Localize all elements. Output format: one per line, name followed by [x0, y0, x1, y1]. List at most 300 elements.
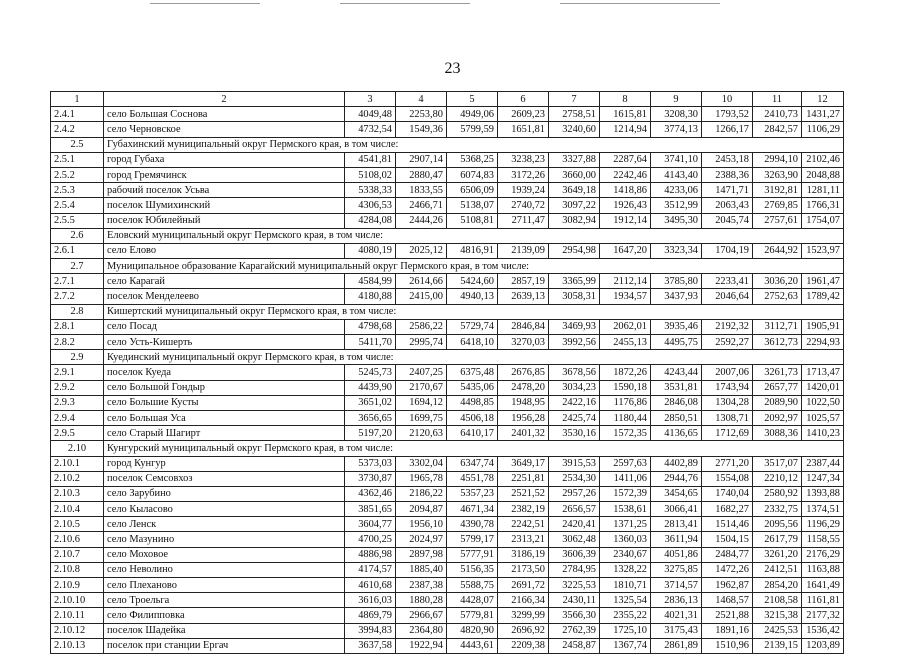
value-cell: 4816,91: [447, 243, 498, 258]
settlement-name: село Посад: [104, 319, 345, 334]
value-cell: 2210,12: [753, 471, 802, 486]
group-row: [51, 304, 844, 319]
value-cell: 5424,60: [447, 274, 498, 289]
value-cell: 1572,39: [600, 486, 651, 501]
value-cell: 1304,28: [702, 395, 753, 410]
table-row: [51, 243, 844, 258]
column-header: 4: [396, 92, 447, 107]
value-cell: 2062,01: [600, 319, 651, 334]
tariff-table: [50, 91, 844, 654]
group-row: [51, 441, 844, 456]
value-cell: 2521,52: [498, 486, 549, 501]
value-cell: 3649,17: [498, 456, 549, 471]
value-cell: 1948,95: [498, 395, 549, 410]
value-cell: 3785,80: [651, 274, 702, 289]
value-cell: 2857,19: [498, 274, 549, 289]
value-cell: 3088,36: [753, 426, 802, 441]
table-row: [51, 365, 844, 380]
value-cell: 3299,99: [498, 608, 549, 623]
settlement-name: село Неволино: [104, 562, 345, 577]
group-row: [51, 259, 844, 274]
value-cell: 2861,89: [651, 638, 702, 653]
value-cell: 1647,20: [600, 243, 651, 258]
table-row: [51, 426, 844, 441]
value-cell: 2696,92: [498, 623, 549, 638]
value-cell: 3994,83: [345, 623, 396, 638]
value-cell: 6506,09: [447, 183, 498, 198]
value-cell: 3240,60: [549, 122, 600, 137]
value-cell: 3678,56: [549, 365, 600, 380]
value-cell: 2484,77: [702, 547, 753, 562]
value-cell: 2410,73: [753, 107, 802, 122]
value-cell: 2364,80: [396, 623, 447, 638]
value-cell: 2092,97: [753, 410, 802, 425]
value-cell: 1374,51: [802, 502, 844, 517]
row-code: 2.10.10: [51, 593, 104, 608]
value-cell: 3604,77: [345, 517, 396, 532]
value-cell: 3263,90: [753, 167, 802, 182]
value-cell: 2387,38: [396, 578, 447, 593]
column-header: 1: [51, 92, 104, 107]
value-cell: 5373,03: [345, 456, 396, 471]
value-cell: 1956,28: [498, 410, 549, 425]
value-cell: 2586,22: [396, 319, 447, 334]
value-cell: 4390,78: [447, 517, 498, 532]
value-cell: 1022,50: [802, 395, 844, 410]
value-cell: 2846,08: [651, 395, 702, 410]
settlement-name: город Губаха: [104, 152, 345, 167]
value-cell: 1615,81: [600, 107, 651, 122]
row-code: 2.8.2: [51, 335, 104, 350]
value-cell: 5245,73: [345, 365, 396, 380]
column-header: 9: [651, 92, 702, 107]
value-cell: 5156,35: [447, 562, 498, 577]
value-cell: 2897,98: [396, 547, 447, 562]
settlement-name: поселок Куеда: [104, 365, 345, 380]
row-code: 2.10.2: [51, 471, 104, 486]
value-cell: 1712,69: [702, 426, 753, 441]
value-cell: 2422,16: [549, 395, 600, 410]
value-cell: 2112,14: [600, 274, 651, 289]
row-code: 2.9.2: [51, 380, 104, 395]
table-row: [51, 593, 844, 608]
group-code: 2.5: [51, 137, 104, 152]
value-cell: 3034,23: [549, 380, 600, 395]
settlement-name: село Усть-Кишерть: [104, 335, 345, 350]
value-cell: 1956,10: [396, 517, 447, 532]
value-cell: 2340,67: [600, 547, 651, 562]
value-cell: 2444,26: [396, 213, 447, 228]
value-cell: 2425,53: [753, 623, 802, 638]
value-cell: 1926,43: [600, 198, 651, 213]
settlement-name: село Мазунино: [104, 532, 345, 547]
value-cell: 2966,67: [396, 608, 447, 623]
value-cell: 3992,56: [549, 335, 600, 350]
settlement-name: город Кунгур: [104, 456, 345, 471]
value-cell: 1431,27: [802, 107, 844, 122]
column-header: 7: [549, 92, 600, 107]
value-cell: 4551,78: [447, 471, 498, 486]
value-cell: 1682,27: [702, 502, 753, 517]
settlement-name: рабочий поселок Усьва: [104, 183, 345, 198]
value-cell: 1325,54: [600, 593, 651, 608]
value-cell: 2592,27: [702, 335, 753, 350]
value-cell: 2176,29: [802, 547, 844, 562]
value-cell: 3611,94: [651, 532, 702, 547]
table-row: [51, 289, 844, 304]
value-cell: 1713,47: [802, 365, 844, 380]
settlement-name: поселок при станции Ергач: [104, 638, 345, 653]
value-cell: 2740,72: [498, 198, 549, 213]
settlement-name: село Большая Уса: [104, 410, 345, 425]
value-cell: 2139,09: [498, 243, 549, 258]
row-code: 2.10.6: [51, 532, 104, 547]
value-cell: 4949,06: [447, 107, 498, 122]
value-cell: 2644,92: [753, 243, 802, 258]
value-cell: 3774,13: [651, 122, 702, 137]
value-cell: 2401,32: [498, 426, 549, 441]
value-cell: 6074,83: [447, 167, 498, 182]
value-cell: 2617,79: [753, 532, 802, 547]
value-cell: 1905,91: [802, 319, 844, 334]
value-cell: 3531,81: [651, 380, 702, 395]
value-cell: 4180,88: [345, 289, 396, 304]
value-cell: 1704,19: [702, 243, 753, 258]
value-cell: 3530,16: [549, 426, 600, 441]
table-row: [51, 198, 844, 213]
value-cell: 2407,25: [396, 365, 447, 380]
value-cell: 3741,10: [651, 152, 702, 167]
value-cell: 5588,75: [447, 578, 498, 593]
value-cell: 2007,06: [702, 365, 753, 380]
value-cell: 2382,19: [498, 502, 549, 517]
table-row: [51, 152, 844, 167]
value-cell: 2120,63: [396, 426, 447, 441]
value-cell: 2046,64: [702, 289, 753, 304]
value-cell: 1161,81: [802, 593, 844, 608]
value-cell: 3637,58: [345, 638, 396, 653]
value-cell: 3058,31: [549, 289, 600, 304]
value-cell: 1510,96: [702, 638, 753, 653]
value-cell: 5799,17: [447, 532, 498, 547]
value-cell: 3606,39: [549, 547, 600, 562]
group-title: Кишертский муниципальный округ Пермского края, в том числе:: [104, 304, 844, 319]
value-cell: 1885,40: [396, 562, 447, 577]
value-cell: 5729,74: [447, 319, 498, 334]
value-cell: 2253,80: [396, 107, 447, 122]
table-row: [51, 502, 844, 517]
value-cell: 3261,73: [753, 365, 802, 380]
value-cell: 1891,16: [702, 623, 753, 638]
value-cell: 4869,79: [345, 608, 396, 623]
settlement-name: село Кыласово: [104, 502, 345, 517]
settlement-name: поселок Менделеево: [104, 289, 345, 304]
value-cell: 2425,74: [549, 410, 600, 425]
row-code: 2.10.13: [51, 638, 104, 653]
value-cell: 2657,77: [753, 380, 802, 395]
table-row: [51, 547, 844, 562]
value-cell: 4306,53: [345, 198, 396, 213]
value-cell: 1766,31: [802, 198, 844, 213]
row-code: 2.5.5: [51, 213, 104, 228]
value-cell: 3469,93: [549, 319, 600, 334]
value-cell: 1308,71: [702, 410, 753, 425]
row-code: 2.4.2: [51, 122, 104, 137]
value-cell: 1418,86: [600, 183, 651, 198]
value-cell: 2453,18: [702, 152, 753, 167]
value-cell: 1523,97: [802, 243, 844, 258]
value-cell: 2313,21: [498, 532, 549, 547]
value-cell: 2173,50: [498, 562, 549, 577]
settlement-name: село Моховое: [104, 547, 345, 562]
value-cell: 1740,04: [702, 486, 753, 501]
value-cell: 2166,34: [498, 593, 549, 608]
value-cell: 4700,25: [345, 532, 396, 547]
value-cell: 2024,97: [396, 532, 447, 547]
value-cell: 2850,51: [651, 410, 702, 425]
table-row: [51, 623, 844, 638]
value-cell: 5368,25: [447, 152, 498, 167]
value-cell: 3275,85: [651, 562, 702, 577]
value-cell: 3512,99: [651, 198, 702, 213]
group-row: [51, 350, 844, 365]
table-row: [51, 122, 844, 137]
value-cell: 2458,87: [549, 638, 600, 653]
value-cell: 2102,46: [802, 152, 844, 167]
value-cell: 1549,36: [396, 122, 447, 137]
row-code: 2.10.11: [51, 608, 104, 623]
value-cell: 2139,15: [753, 638, 802, 653]
group-title: Муниципальное образование Карагайский муниципальный округ Пермского края, в том числе:: [104, 259, 844, 274]
header-row: [51, 92, 844, 107]
row-code: 2.7.1: [51, 274, 104, 289]
value-cell: 1833,55: [396, 183, 447, 198]
value-cell: 4136,65: [651, 426, 702, 441]
value-cell: 4284,08: [345, 213, 396, 228]
value-cell: 4498,85: [447, 395, 498, 410]
value-cell: 3495,30: [651, 213, 702, 228]
group-title: Кунгурский муниципальный округ Пермского края, в том числе:: [104, 441, 844, 456]
value-cell: 6410,17: [447, 426, 498, 441]
value-cell: 5197,20: [345, 426, 396, 441]
table-row: [51, 456, 844, 471]
value-cell: 4439,90: [345, 380, 396, 395]
value-cell: 4143,40: [651, 167, 702, 182]
value-cell: 1176,86: [600, 395, 651, 410]
table-row: [51, 486, 844, 501]
value-cell: 1420,01: [802, 380, 844, 395]
value-cell: 1025,57: [802, 410, 844, 425]
value-cell: 4610,68: [345, 578, 396, 593]
value-cell: 5357,23: [447, 486, 498, 501]
value-cell: 1203,89: [802, 638, 844, 653]
value-cell: 4732,54: [345, 122, 396, 137]
row-code: 2.5.2: [51, 167, 104, 182]
value-cell: 1281,11: [802, 183, 844, 198]
value-cell: 2880,47: [396, 167, 447, 182]
value-cell: 2415,00: [396, 289, 447, 304]
value-cell: 4584,99: [345, 274, 396, 289]
value-cell: 2095,56: [753, 517, 802, 532]
value-cell: 3566,30: [549, 608, 600, 623]
value-cell: 2752,63: [753, 289, 802, 304]
value-cell: 1743,94: [702, 380, 753, 395]
row-code: 2.10.8: [51, 562, 104, 577]
column-header: 10: [702, 92, 753, 107]
value-cell: 1590,18: [600, 380, 651, 395]
value-cell: 3517,07: [753, 456, 802, 471]
top-scan-line-right: [560, 3, 720, 4]
value-cell: 2957,26: [549, 486, 600, 501]
table-row: [51, 471, 844, 486]
value-cell: 2580,92: [753, 486, 802, 501]
value-cell: 2995,74: [396, 335, 447, 350]
value-cell: 2025,12: [396, 243, 447, 258]
value-cell: 2813,41: [651, 517, 702, 532]
value-cell: 6418,10: [447, 335, 498, 350]
value-cell: 2944,76: [651, 471, 702, 486]
value-cell: 2233,41: [702, 274, 753, 289]
value-cell: 2287,64: [600, 152, 651, 167]
row-code: 2.10.3: [51, 486, 104, 501]
value-cell: 1810,71: [600, 578, 651, 593]
value-cell: 2355,22: [600, 608, 651, 623]
value-cell: 2691,72: [498, 578, 549, 593]
value-cell: 1961,47: [802, 274, 844, 289]
value-cell: 5777,91: [447, 547, 498, 562]
settlement-name: село Ленск: [104, 517, 345, 532]
group-code: 2.8: [51, 304, 104, 319]
settlement-name: село Большая Соснова: [104, 107, 345, 122]
value-cell: 2170,67: [396, 380, 447, 395]
value-cell: 3915,53: [549, 456, 600, 471]
table-row: [51, 380, 844, 395]
group-title: Губахинский муниципальный округ Пермского края, в том числе:: [104, 137, 844, 152]
value-cell: 2711,47: [498, 213, 549, 228]
value-cell: 1572,35: [600, 426, 651, 441]
table-row: [51, 167, 844, 182]
value-cell: 2954,98: [549, 243, 600, 258]
value-cell: 1411,06: [600, 471, 651, 486]
column-header: 11: [753, 92, 802, 107]
value-cell: 1880,28: [396, 593, 447, 608]
value-cell: 5779,81: [447, 608, 498, 623]
value-cell: 1468,57: [702, 593, 753, 608]
value-cell: 1912,14: [600, 213, 651, 228]
column-header: 2: [104, 92, 345, 107]
value-cell: 3660,00: [549, 167, 600, 182]
value-cell: 6375,48: [447, 365, 498, 380]
row-code: 2.7.2: [51, 289, 104, 304]
value-cell: 3066,41: [651, 502, 702, 517]
value-cell: 1538,61: [600, 502, 651, 517]
value-cell: 3714,57: [651, 578, 702, 593]
value-cell: 1328,22: [600, 562, 651, 577]
value-cell: 3454,65: [651, 486, 702, 501]
table-body: [51, 92, 844, 654]
value-cell: 1939,24: [498, 183, 549, 198]
row-code: 2.9.1: [51, 365, 104, 380]
value-cell: 5138,07: [447, 198, 498, 213]
value-cell: 2192,32: [702, 319, 753, 334]
value-cell: 2762,39: [549, 623, 600, 638]
value-cell: 1106,29: [802, 122, 844, 137]
value-cell: 3082,94: [549, 213, 600, 228]
value-cell: 4051,86: [651, 547, 702, 562]
value-cell: 3323,34: [651, 243, 702, 258]
value-cell: 5411,70: [345, 335, 396, 350]
value-cell: 3062,48: [549, 532, 600, 547]
value-cell: 1793,52: [702, 107, 753, 122]
value-cell: 2294,93: [802, 335, 844, 350]
value-cell: 1725,10: [600, 623, 651, 638]
value-cell: 2836,13: [651, 593, 702, 608]
table-row: [51, 578, 844, 593]
value-cell: 2242,51: [498, 517, 549, 532]
value-cell: 1536,42: [802, 623, 844, 638]
value-cell: 2609,23: [498, 107, 549, 122]
value-cell: 2534,30: [549, 471, 600, 486]
value-cell: 2388,36: [702, 167, 753, 182]
value-cell: 1196,29: [802, 517, 844, 532]
value-cell: 3730,87: [345, 471, 396, 486]
value-cell: 1934,57: [600, 289, 651, 304]
row-code: 2.8.1: [51, 319, 104, 334]
value-cell: 3225,53: [549, 578, 600, 593]
value-cell: 4940,13: [447, 289, 498, 304]
value-cell: 5108,02: [345, 167, 396, 182]
value-cell: 2412,51: [753, 562, 802, 577]
value-cell: 2757,61: [753, 213, 802, 228]
group-code: 2.9: [51, 350, 104, 365]
value-cell: 3616,03: [345, 593, 396, 608]
value-cell: 1247,34: [802, 471, 844, 486]
value-cell: 1266,17: [702, 122, 753, 137]
settlement-name: село Елово: [104, 243, 345, 258]
settlement-name: село Зарубино: [104, 486, 345, 501]
value-cell: 1410,23: [802, 426, 844, 441]
value-cell: 5799,59: [447, 122, 498, 137]
value-cell: 3302,04: [396, 456, 447, 471]
value-cell: 2994,10: [753, 152, 802, 167]
value-cell: 2854,20: [753, 578, 802, 593]
value-cell: 2466,71: [396, 198, 447, 213]
table-row: [51, 532, 844, 547]
value-cell: 1214,94: [600, 122, 651, 137]
value-cell: 1699,75: [396, 410, 447, 425]
column-header: 8: [600, 92, 651, 107]
value-cell: 1641,49: [802, 578, 844, 593]
value-cell: 2332,75: [753, 502, 802, 517]
settlement-name: село Троельга: [104, 593, 345, 608]
value-cell: 4541,81: [345, 152, 396, 167]
value-cell: 2639,13: [498, 289, 549, 304]
value-cell: 1472,26: [702, 562, 753, 577]
value-cell: 1360,03: [600, 532, 651, 547]
value-cell: 3656,65: [345, 410, 396, 425]
value-cell: 4243,44: [651, 365, 702, 380]
value-cell: 1872,26: [600, 365, 651, 380]
value-cell: 4174,57: [345, 562, 396, 577]
value-cell: 3651,02: [345, 395, 396, 410]
value-cell: 3649,18: [549, 183, 600, 198]
value-cell: 2209,38: [498, 638, 549, 653]
value-cell: 4443,61: [447, 638, 498, 653]
value-cell: 2177,32: [802, 608, 844, 623]
value-cell: 3851,65: [345, 502, 396, 517]
table-row: [51, 395, 844, 410]
value-cell: 2769,85: [753, 198, 802, 213]
